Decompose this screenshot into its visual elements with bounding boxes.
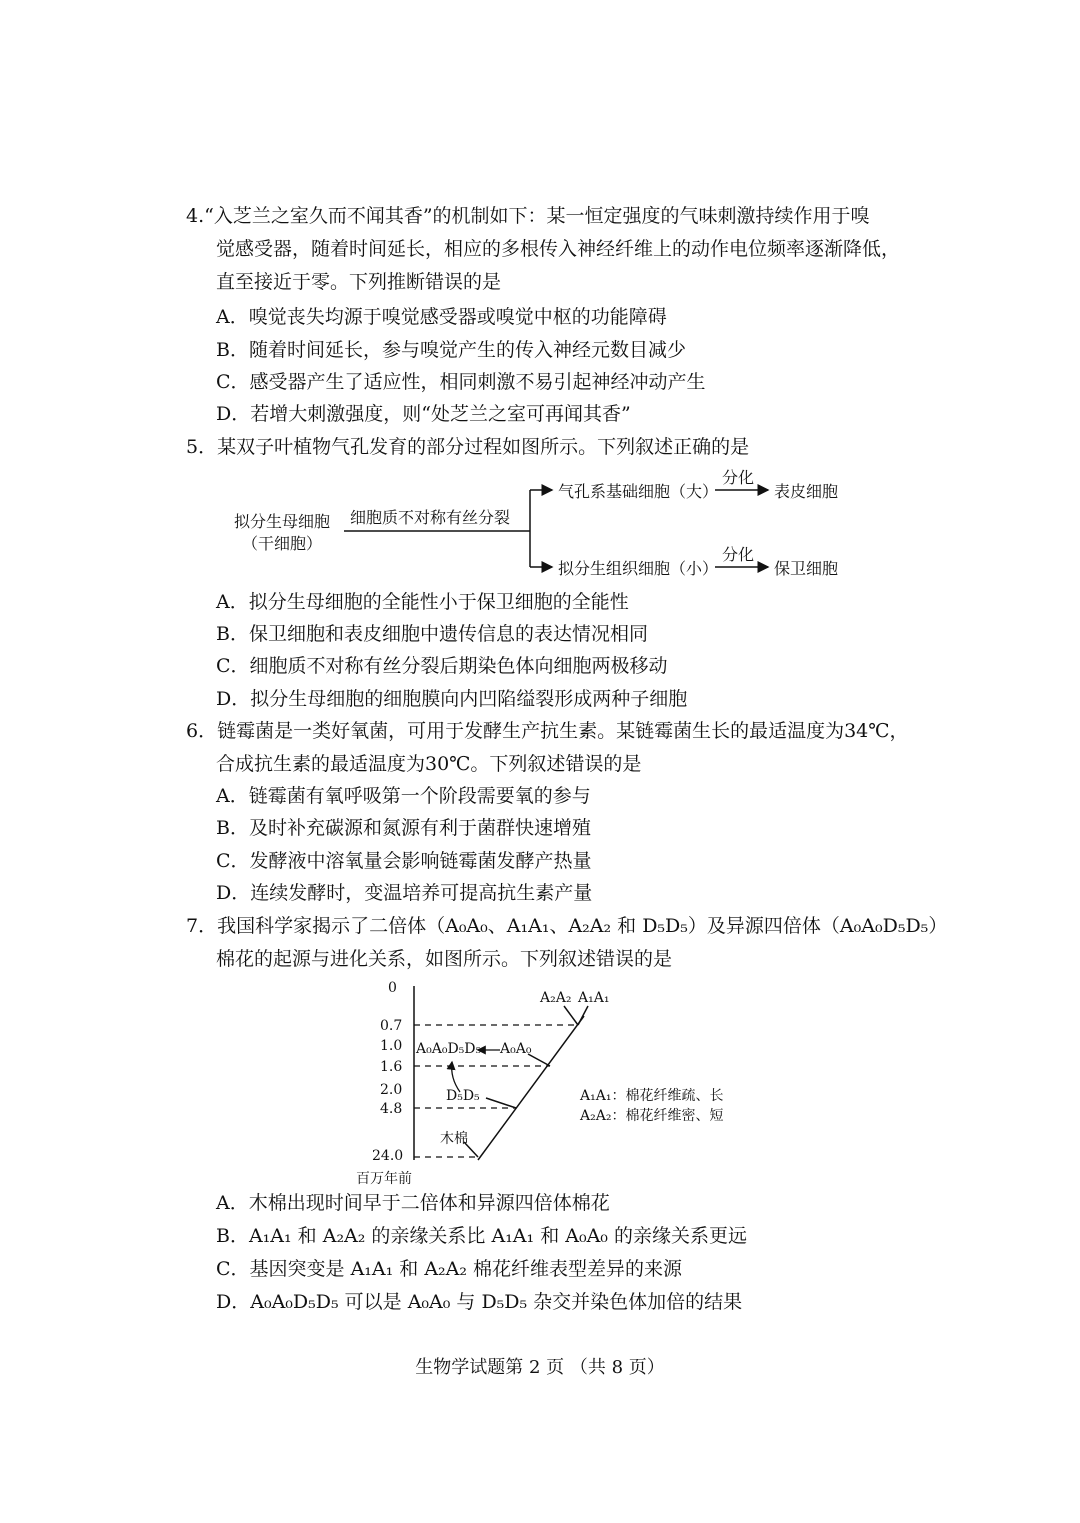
legend-a2a2: A₂A₂：棉花纤维密、短 (580, 1108, 724, 1124)
time-label-0-7: 0.7 (380, 1018, 403, 1034)
epidermal-cell-label: 表皮细胞 (774, 482, 839, 501)
node-a1a1: A₁A₁ (578, 990, 610, 1006)
question-4-option-a: A．嗅觉丧失均源于嗅觉感受器或嗅觉中枢的功能障碍 (216, 306, 667, 328)
question-7-option-a: A．木棉出现时间早于二倍体和异源四倍体棉花 (216, 1192, 610, 1214)
node-a0a0d5d5: A₀A₀D₅D₅ (416, 1041, 482, 1057)
node-mumian: 木棉 (440, 1131, 468, 1147)
question-5-option-a: A．拟分生母细胞的全能性小于保卫细胞的全能性 (216, 591, 629, 613)
question-6-line-2: 合成抗生素的最适温度为30℃。下列叙述错误的是 (216, 753, 642, 775)
phylogeny-lines (350, 978, 750, 1188)
question-6-option-b: B．及时补充碳源和氮源有利于菌群快速增殖 (216, 817, 591, 839)
cotton-phylogeny-diagram (350, 978, 750, 1188)
source-cell-sublabel: （干细胞） (242, 534, 323, 553)
question-5-option-b: B．保卫细胞和表皮细胞中遗传信息的表达情况相同 (216, 623, 648, 645)
time-label-0: 0 (388, 980, 397, 996)
question-7-line-1-mid: ）及异源四倍体（ (687, 915, 840, 937)
question-4-option-d: D．若增大刺激强度，则“处芝兰之室可再闻其香” (216, 403, 631, 425)
differentiation-label-upper: 分化 (722, 468, 755, 487)
time-label-4-8: 4.8 (380, 1101, 403, 1117)
tetraploid-genotype: A₀A₀D₅D₅ (839, 915, 929, 937)
question-4-option-c: C．感受器产生了适应性，相同刺激不易引起神经冲动产生 (216, 371, 706, 393)
upper-cell-label: 气孔系基础细胞（大） (558, 482, 719, 501)
node-d5d5: D₅D₅ (446, 1088, 480, 1104)
question-7-option-d: D．A₀A₀D₅D₅ 可以是 A₀A₀ 与 D₅D₅ 杂交并染色体加倍的结果 (216, 1291, 743, 1313)
question-6-line-1: 6．链霉菌是一类好氧菌，可用于发酵生产抗生素。某链霉菌生长的最适温度为34℃， (186, 720, 909, 742)
node-a0a0: A₀A₀ (500, 1041, 532, 1057)
question-4-line-3: 直至接近于零。下列推断错误的是 (216, 271, 502, 293)
question-7-line-1-prefix: 7．我国科学家揭示了二倍体（ (186, 915, 446, 937)
page-footer: 生物学试题第 2 页 （共 8 页） (415, 1357, 665, 1378)
question-6-option-d: D．连续发酵时，变温培养可提高抗生素产量 (216, 882, 593, 904)
question-4-line-2: 觉感受器，随着时间延长，相应的多根传入神经纤维上的动作电位频率逐渐降低， (216, 238, 901, 260)
question-4-line-1: 4.“入芝兰之室久而不闻其香”的机制如下：某一恒定强度的气味刺激持续作用于嗅 (186, 205, 870, 227)
source-cell-label: 拟分生母细胞 (234, 512, 331, 531)
question-7-option-c: C．基因突变是 A₁A₁ 和 A₂A₂ 棉花纤维表型差异的来源 (216, 1258, 683, 1280)
question-6-option-c: C．发酵液中溶氧量会影响链霉菌发酵产热量 (216, 850, 592, 872)
question-7-line-2: 棉花的起源与进化关系，如图所示。下列叙述错误的是 (216, 948, 673, 970)
question-7-option-b: B．A₁A₁ 和 A₂A₂ 的亲缘关系比 A₁A₁ 和 A₀A₀ 的亲缘关系更远 (216, 1225, 747, 1247)
stomata-diagram (220, 465, 860, 585)
guard-cell-label: 保卫细胞 (774, 559, 839, 578)
question-5-option-c: C．细胞质不对称有丝分裂后期染色体向细胞两极移动 (216, 655, 668, 677)
differentiation-label-lower: 分化 (722, 545, 755, 564)
time-label-1-0: 1.0 (380, 1038, 403, 1054)
question-7-line-1-suffix: ） (928, 915, 948, 937)
question-6 (186, 715, 909, 781)
question-6-option-a: A．链霉菌有氧呼吸第一个阶段需要氧的参与 (216, 785, 591, 807)
time-axis-unit: 百万年前 (356, 1171, 412, 1187)
question-4 (186, 200, 906, 299)
node-a2a2: A₂A₂ (540, 990, 572, 1006)
lower-cell-label: 拟分生组织细胞（小） (558, 559, 719, 578)
question-5-option-d: D．拟分生母细胞的细胞膜向内凹陷缢裂形成两种子细胞 (216, 688, 688, 710)
question-7 (186, 910, 948, 976)
division-label: 细胞质不对称有丝分裂 (350, 508, 511, 527)
diploid-genotypes: A₀A₀、A₁A₁、A₂A₂ 和 D₅D₅ (445, 915, 688, 937)
question-4-option-b: B．随着时间延长，参与嗅觉产生的传入神经元数目减少 (216, 339, 686, 361)
question-5 (186, 431, 906, 464)
time-label-2-0: 2.0 (380, 1082, 403, 1098)
time-label-1-6: 1.6 (380, 1059, 403, 1075)
time-label-24-0: 24.0 (372, 1148, 404, 1164)
legend-a1a1: A₁A₁：棉花纤维疏、长 (580, 1088, 724, 1104)
question-5-line-1: 5．某双子叶植物气孔发育的部分过程如图所示。下列叙述正确的是 (186, 436, 750, 458)
question-7-line-1 (186, 910, 948, 943)
